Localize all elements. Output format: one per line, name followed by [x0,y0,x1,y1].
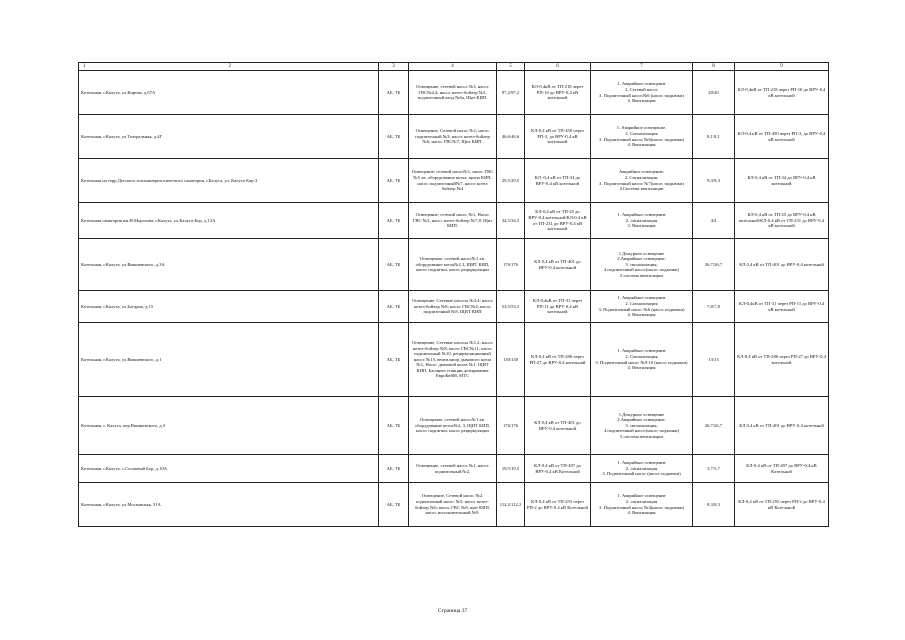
power-cell: 97,2/97,2 [497,71,525,115]
consumers-cell: Освещение, Сетевой насос №2, подпиточный насос №5; насос котел-бойлер №6; насос ГВС №8, щит КИП, насос исполнительный №9. [409,483,497,527]
supply-cell: АБ, ТБ [379,71,409,115]
supply-cell: АБ, ТБ [379,159,409,203]
mechanisms-cell: 1. Аварийное освещение 2. сигнализация 3. Подпиточный насос (насос подкачки) [591,455,693,483]
reserve-cell: 7,8/7,8 [693,291,735,323]
consumers-cell: Освещение, Сетевые насосы №1,2; насос котел-бойлер №8; насос ГВС№11; насос подпиточный №10, рециркуляционный насос №15; вентилятор дымового котла №1; Насос дымовой котла №1; ЩИТ КИП, Блочные станции дозирования ЕвроКейМ, МТС [409,323,497,397]
mechanisms-cell: 1.Дежурное освещение 2.Аварийное освещение, 3. сигнализация, 4.подпиточный насос(насос подкачки) 5.система вентиляции [591,397,693,455]
mechanisms-cell: 1. Аварийное освещение 2. сигнализация 3. Подпиточный насос №4(насос подкачки) 4. Вентиляция [591,483,693,527]
alt-source-cell: КЛ-0,4кВ от ТП-218 через РП-10 до ВРУ-0,4 кВ котельной [735,71,829,115]
source-cell: КЛ 0,4 кВ от ТП-401 до ВРУ-0,4 котельной [525,397,591,455]
power-cell: 19,5/19,5 [497,455,525,483]
address-cell: Котельная на терр.Детского психоневрологического санатория, г.Калуга, ул. Калуга-Бор-3 [79,159,379,203]
power-cell: 53,5/53,5 [497,291,525,323]
header-col3: 3 [379,63,409,71]
consumers-cell: Освещение; сетевой насос№1, насос ГВС №5 хв. оборудование котла, щиты КИП, насос подпиточный№7, насос котел бойлер №4 [409,159,497,203]
address-cell: Котельная, г.Калуга, ул.Вишневского, д.1 [79,323,379,397]
header-col8: 8 [693,63,735,71]
supply-cell: АБ, ТБ [379,239,409,291]
power-cell: 176/176 [497,239,525,291]
power-cell: 176/176 [497,397,525,455]
table-row [79,323,829,397]
document-table [78,62,829,527]
address-cell: Котельная, г.Калуга, ул.Богдана, д.15 [79,291,379,323]
mechanisms-cell: 1.Дежурное освещение 2.Аварийное освещение, 3. сигнализация, 4.подпиточный насос(насос подкачки) 5.система вентиляции [591,239,693,291]
supply-cell: АБ, ТБ [379,455,409,483]
header-col4: 4 [409,63,497,71]
mechanisms-cell: Аварийное освещение, 2. Сигнализация, 3. Подпиточный насос №7(насос подкачки) 4.Система вентиляции [591,159,693,203]
supply-cell: АБ, ТБ [379,323,409,397]
table-row [79,71,829,115]
supply-cell: АБ, ТБ [379,397,409,455]
supply-cell: АБ, ТБ [379,203,409,239]
alt-source-cell: КЛ 0,4 кВ от ТП-401 до ВРУ-0,4 котельной [735,239,829,291]
alt-source-cell: КЛ-0,4 кВ от ТП-25 до ВРУ-0,4 кВ котельной/КЛ-0,4 кВ от ТП-231 до ВРУ-0,4 кВ котельной [735,203,829,239]
address-cell: Котельная, г.Калуга, ул.Московская, 31А [79,483,379,527]
reserve-cell: 9,3/9,3 [693,159,735,203]
source-cell: КЛ-0,4кВ от ТП-218 через РП-10 до ВРУ-0,4 кВ котельной [525,71,591,115]
reserve-cell: 5,7/5,7 [693,455,735,483]
reserve-cell: 26,7/26,7 [693,239,735,291]
supply-cell: АБ, ТБ [379,483,409,527]
table-row [79,291,829,323]
table-row [79,159,829,203]
mechanisms-cell: 1. Аварийное освещение. 2. Сигнализация 3. Подпиточный насос №6(насос подкачки) 4. Вентиляция [591,115,693,159]
consumers-cell: Освещение, Сетевые насосы №3,4; насос котел-бойлер №8; насос ГВС№4; насос подпиточный №8, ЩИТ КИП [409,291,497,323]
reserve-cell: 13/13 [693,323,735,397]
address-cell: Котельная санатория им.Н.Морозова, г.Калуга, ул.Калуга-Бор, д.13А [79,203,379,239]
supply-cell: АБ, ТБ [379,115,409,159]
source-cell: КЛ-0,4 кВ от ТП-450 через РП-3, до ВРУ-0,4 кВ котельной [525,115,591,159]
source-cell: КЛ-0,4кВ от ТП-31 через РП-11 до ВРУ-0,4 кВ котельной [525,291,591,323]
mechanisms-cell: 1. Аварийное освещение 2. Сигнализация 3. Подпиточный насос №9-10 (насос подкачки) 4. Вентиляция [591,323,693,397]
address-cell: Котельная, г. Калуга, пер.Вишневского, д.3 [79,397,379,455]
header-col9: 9 [735,63,829,71]
mechanisms-cell: 1. Аварийное освещение 2. сигнализация 3. Вентиляция [591,203,693,239]
table-row [79,455,829,483]
power-cell: 112,2/112,2 [497,483,525,527]
header-row [79,63,829,71]
consumers-cell: Освещение, сетевой насос№1 хв. оборудование котла№2, 3, ЩИТ КИП, насос подпитки, насос рециркуляции [409,397,497,455]
header-col6: 6 [525,63,591,71]
table-row [79,115,829,159]
address-cell: Котельная, г.Калуга, ул.Кирова, д.67А [79,71,379,115]
power-cell: 46,6/46,6 [497,115,525,159]
alt-source-cell: КЛ-0,4 кВ от ТП-255 через РП-2 до ВРУ-0,4 кВ Котельной [735,483,829,527]
header-col2: 2 [228,63,231,69]
source-cell: КЛ-0,4 кВ от ТП-286 через РП-27 до ВРУ-0,4 котельной [525,323,591,397]
header-col5: 5 [497,63,525,71]
alt-source-cell: КЛ-0,4 кВ от ТП-450 через РП-3, до ВРУ-0,4 кВ котельной [735,115,829,159]
consumers-cell: Освещение, Сетевой насос №1; насос подпиточный №3; насос котел-бойлер №6; насос ГВС№7; Щит КИП. [409,115,497,159]
header-col1: 1 [83,63,86,69]
consumers-cell: Освещение, сетевой насос №3, насос ГВС№4,4; насос котел-бойлер №3, подпиточный вход №6а, Щит КИП. [409,71,497,115]
source-cell: КЛ-0,4 кВ от ТП-497 до ВРУ-0,4 кВ Котельной [525,455,591,483]
alt-source-cell: КЛ-0,4 кВ от ТП-286 через РП-27 до ВРУ-0,4 котельной [735,323,829,397]
alt-source-cell: КЛ-0,4 кВ от ТП-497 до ВРУ-0,4 кВ Котельной [735,455,829,483]
table-row [79,483,829,527]
header-cell-1 [79,63,379,71]
supply-cell: АБ, ТБ [379,291,409,323]
reserve-cell: 4/4 [693,203,735,239]
consumers-cell: Освещение; сетевой насос №1, Насос ГВС №3, насос котел-бойлер №7,8, Щит КИП. [409,203,497,239]
address-cell: Котельная, г.Калуга, ул.Театральная, д.4Г [79,115,379,159]
alt-source-cell: КЛ-0,4 кВ от ТП-34 до ВРУ-0,4 кВ котельной [735,159,829,203]
consumers-cell: Освещение, сетевой насос №1, насос подпиточный №2, [409,455,497,483]
power-cell: 29,5/29,5 [497,159,525,203]
power-cell: 34,5/34,5 [497,203,525,239]
source-cell: КЛ-0,4 кВ от ТП-25 до ВРУ-0,4 котельной/КЛ-0,4 кВ от ТП-231 до ВРУ-0,4 кВ котельной [525,203,591,239]
source-cell: КЛ -0,4 кВ от ТП-34 до ВРУ-0,4 кВ котельной [525,159,591,203]
page-footer: Страница 37 [437,608,468,614]
address-cell: Котельная, г.Калуга, ул.Вишневского, д.3А [79,239,379,291]
alt-source-cell: КЛ 0,4 кВ от ТП-401 до ВРУ-0,4 котельной [735,397,829,455]
mechanisms-cell: 1. Аварийное освещение 2. Сетевой насос 3. Подпиточный насос№6 (насос подкачки) 4. Вентиляция [591,71,693,115]
source-cell: КЛ 0,4 кВ от ТП-401 до ВРУ-0,4 котельной [525,239,591,291]
power-cell: 130/130 [497,323,525,397]
address-cell: Котельная, г.Калуга, с.Сосновый Бор, д.10А [79,455,379,483]
reserve-cell: 8,3/8,3 [693,483,735,527]
header-col7: 7 [591,63,693,71]
reserve-cell: 26,7/26,7 [693,397,735,455]
reserve-cell: 8,1/8,1 [693,115,735,159]
source-cell: КЛ-0,4 кВ от ТП-255 через РП-2 до ВРУ-0,4 кВ Котельной [525,483,591,527]
reserve-cell: 20/20 [693,71,735,115]
table-row [79,203,829,239]
alt-source-cell: КЛ-0,4кВ от ТП-31 через РП-11 до ВРУ-0,4 кВ котельной [735,291,829,323]
mechanisms-cell: 1. Аварийное освещение 2. Сигнализация 3. Подпиточный насос №6 (насос подкачки) 4. Вентиляция [591,291,693,323]
table-row [79,397,829,455]
table-row [79,239,829,291]
consumers-cell: Освещение, сетевой насос№1 хв. оборудование котла№2,3, ЩИТ КИП, насос подпитки, насос рециркуляции [409,239,497,291]
